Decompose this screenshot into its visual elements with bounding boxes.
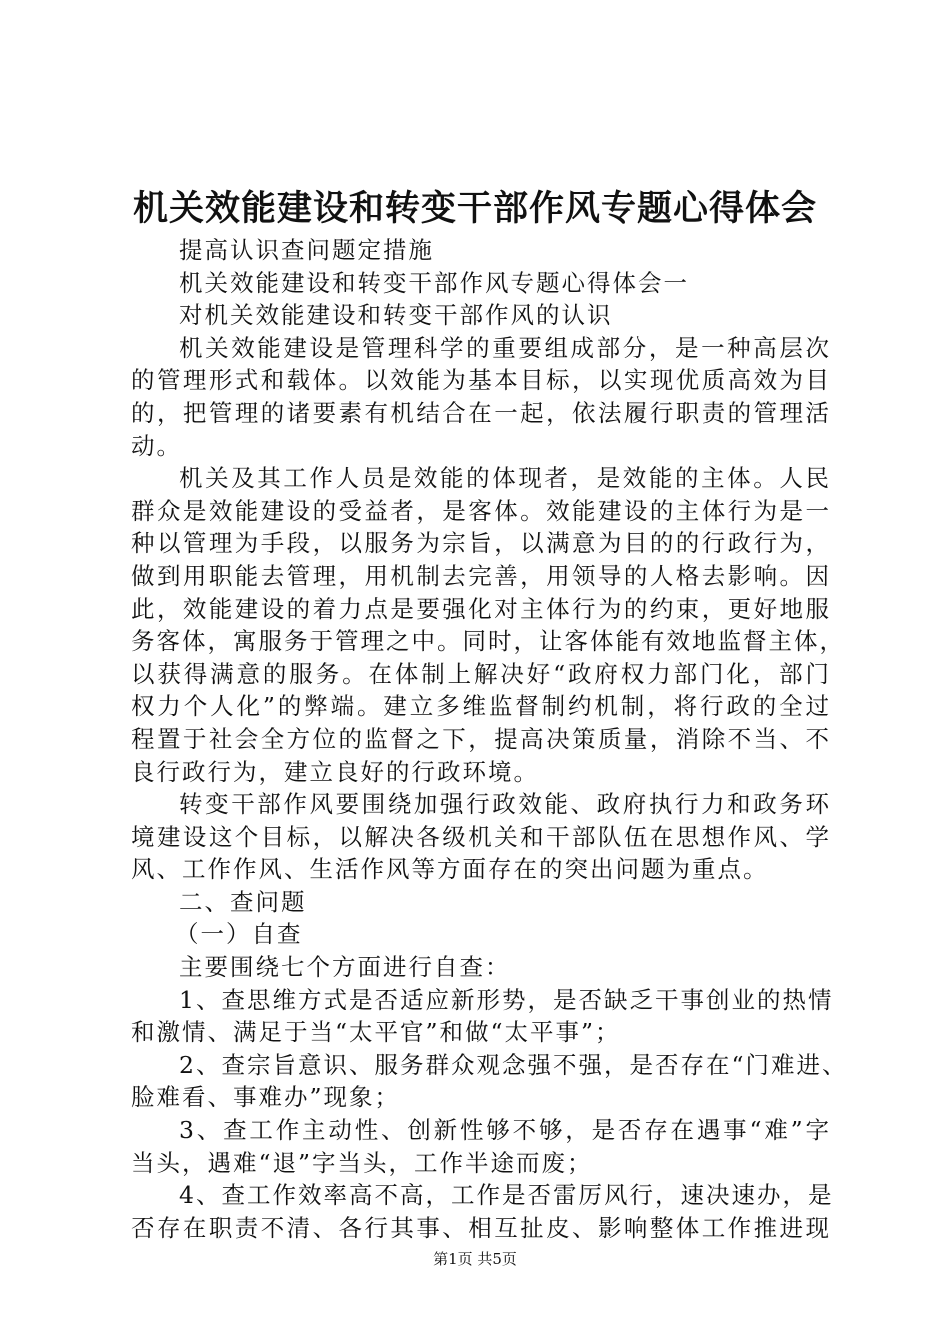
text-line: 的管理形式和载体。以效能为基本目标，以实现优质高效为目 [131, 366, 831, 395]
text-line: 转变干部作风要围绕加强行政效能、政府执行力和政务环 [179, 790, 831, 819]
text-line: 此，效能建设的着力点是要强化对主体行为的约束，更好地服 [131, 594, 831, 623]
text-line: （一）自查 [175, 920, 303, 949]
text-line: 否存在职责不清、各行其事、相互扯皮、影响整体工作推进现 [131, 1213, 831, 1242]
text-line: 提高认识查问题定措施 [179, 236, 434, 264]
text-line: 4、查工作效率高不高，工作是否雷厉风行，速决速办，是 [179, 1181, 834, 1210]
text-line: 种以管理为手段，以服务为宗旨，以满意为目的的行政行为， [131, 529, 831, 558]
text-line: 以获得满意的服务。在体制上解决好“政府权力部门化，部门 [131, 659, 831, 688]
text-line: 程置于社会全方位的监督之下，提高决策质量，消除不当、不 [131, 724, 831, 753]
text-line: 当头，遇难“退”字当头，工作半途而废； [131, 1148, 593, 1177]
text-line: 做到用职能去管理，用机制去完善，用领导的人格去影响。因 [131, 561, 831, 590]
text-line: 对机关效能建设和转变干部作风的认识 [179, 301, 613, 330]
text-line: 脸难看、事难办”现象； [131, 1083, 401, 1112]
text-line: 1、查思维方式是否适应新形势，是否缺乏干事创业的热情 [179, 985, 834, 1014]
text-line: 风、工作作风、生活作风等方面存在的突出问题为重点。 [131, 855, 769, 884]
text-line: 的，把管理的诸要素有机结合在一起，依法履行职责的管理活 [131, 398, 831, 427]
text-line: 3、查工作主动性、创新性够不够，是否存在遇事“难”字 [179, 1116, 831, 1145]
document-title: 机关效能建设和转变干部作风专题心得体会 [132, 188, 817, 229]
text-line: 务客体，寓服务于管理之中。同时，让客体能有效地监督主体， [131, 627, 845, 656]
text-line: 良行政行为，建立良好的行政环境。 [131, 757, 539, 786]
text-line: 群众是效能建设的受益者，是客体。效能建设的主体行为是一 [131, 496, 831, 525]
text-line: 2、查宗旨意识、服务群众观念强不强，是否存在“门难进、 [179, 1050, 848, 1079]
text-line: 动。 [131, 431, 182, 460]
page-footer: 第1页 共5页 [433, 1250, 517, 1268]
document-body [131, 234, 848, 1244]
text-line: 机关效能建设和转变干部作风专题心得体会一 [179, 268, 689, 297]
text-line: 二、查问题 [179, 887, 307, 916]
text-line: 主要围绕七个方面进行自查： [179, 953, 511, 982]
text-line: 机关及其工作人员是效能的体现者，是效能的主体。人民 [179, 464, 831, 493]
text-line: 机关效能建设是管理科学的重要组成部分，是一种高层次 [179, 333, 831, 362]
text-line: 和激情、满足于当“太平官”和做“太平事”； [131, 1018, 621, 1047]
text-line: 权力个人化”的弊端。建立多维监督制约机制，将行政的全过 [131, 692, 831, 721]
text-line: 境建设这个目标，以解决各级机关和干部队伍在思想作风、学 [131, 822, 831, 851]
